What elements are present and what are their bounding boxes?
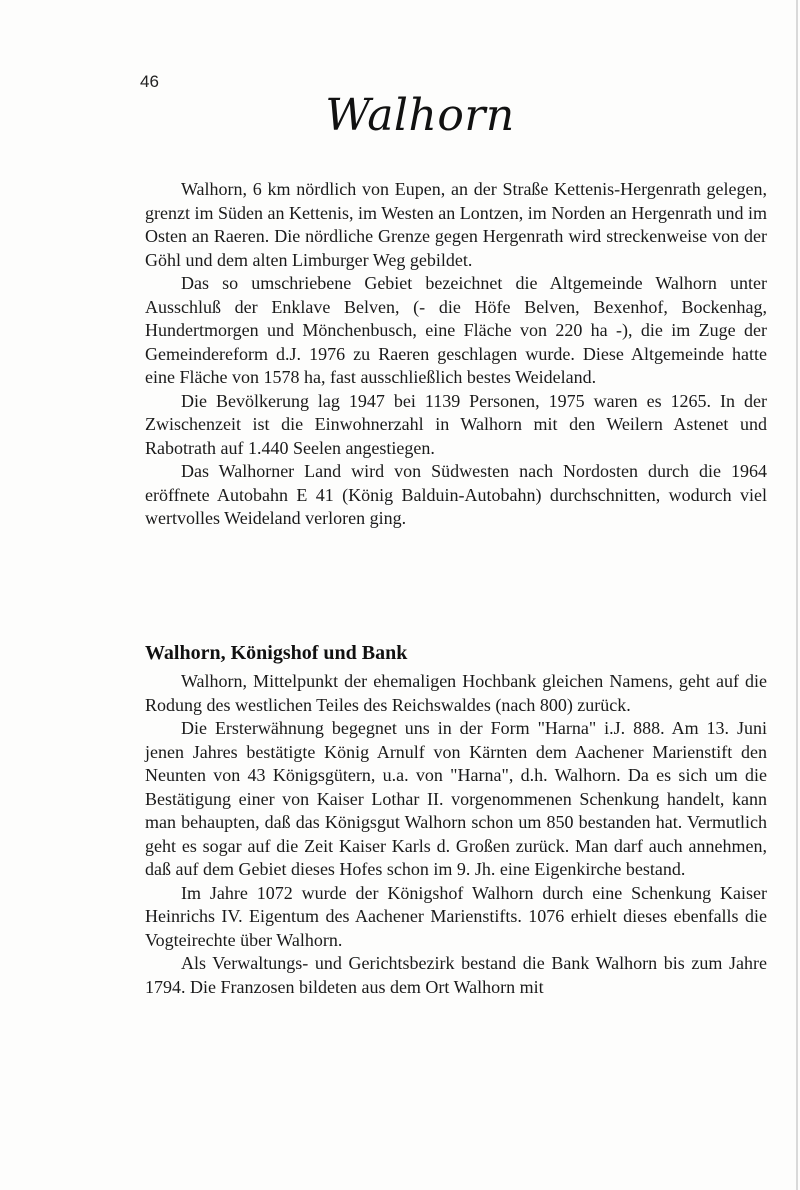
paragraph: Das Walhorner Land wird von Südwesten nach Nordosten durch die 1964 eröffnete Autobahn E 41 (König Balduin-Autobahn) durchschnitten, wodurch viel wertvolles Weideland verloren ging. <box>145 461 767 528</box>
paragraph: Walhorn, 6 km nördlich von Eupen, an der Straße Kettenis-Hergenrath gelegen, grenzt im Süden an Kettenis, im Westen an Lontzen, im Norden an Hergenrath und im Osten an Raeren. Die nördliche Grenze gegen Hergenrath wird streckenweise von der Göhl und dem alten Limburger Weg gebildet. <box>145 179 767 270</box>
chapter-title: Walhorn <box>325 90 515 141</box>
page-number: 46 <box>140 72 159 91</box>
paragraph: Die Ersterwähnung begegnet uns in der Form "Harna" i.J. 888. Am 13. Juni jenen Jahres bestätigte König Arnulf von Kärnten dem Aachener Marienstift den Neunten von 43 Königsgütern, u.a. von "Harna", d.h. Walhorn. Da es sich um die Bestätigung einer von Kaiser Lothar II. vorgenommenen Schenkung handelt, kann man behaupten, daß das Königsgut Walhorn schon um 850 bestanden hat. Vermutlich geht es sogar auf die Zeit Kaiser Karls d. Großen zurück. Man darf auch annehmen, daß auf dem Gebiet dieses Hofes schon im 9. Jh. eine Eigenkirche bestand. <box>145 718 767 879</box>
intro-text <box>145 178 767 531</box>
paragraph: Als Verwaltungs- und Gerichtsbezirk bestand die Bank Walhorn bis zum Jahre 1794. Die Franzosen bildeten aus dem Ort Walhorn mit <box>145 953 767 997</box>
page-edge-shadow <box>796 0 798 1190</box>
paragraph: Im Jahre 1072 wurde der Königshof Walhorn durch eine Schenkung Kaiser Heinrichs IV. Eigentum des Aachener Marienstifts. 1076 erhielt dieses ebenfalls die Vogteirechte über Walhorn. <box>145 882 767 950</box>
paragraph: Walhorn, Mittelpunkt der ehemaligen Hochbank gleichen Namens, geht auf die Rodung des westlichen Teiles des Reichswaldes (nach 800) zurück. <box>145 671 767 715</box>
section-text <box>145 670 767 999</box>
section-heading: Walhorn, Königshof und Bank <box>145 642 408 664</box>
paragraph: Das so umschriebene Gebiet bezeichnet die Altgemeinde Walhorn unter Ausschluß der Enklave Belven, (- die Höfe Belven, Bexenhof, Bockenhag, Hundertmorgen und Mönchenbusch, eine Fläche von 220 ha -), die im Zuge der Gemeindereform d.J. 1976 zu Raeren geschlagen wurde. Diese Altgemeinde hatte eine Fläche von 1578 ha, fast ausschließlich bestes Weideland. <box>145 273 767 387</box>
paragraph: Die Bevölkerung lag 1947 bei 1139 Personen, 1975 waren es 1265. In der Zwischenzeit ist die Einwohnerzahl in Walhorn mit den Weilern Astenet und Rabotrath auf 1.440 Seelen angestiegen. <box>145 390 767 458</box>
